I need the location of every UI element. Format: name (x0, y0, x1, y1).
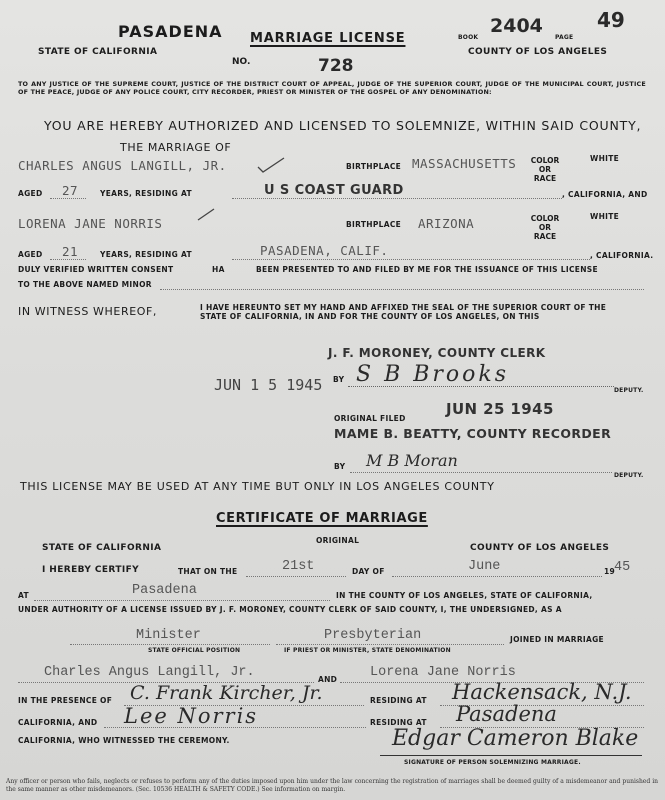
witness-text-1: I HAVE HEREUNTO SET MY HAND AND AFFIXED THE SEAL OF THE SUPERIOR COURT OF THE (200, 303, 607, 312)
joined-label: JOINED IN MARRIAGE (510, 635, 604, 644)
recorder-deputy-label: DEPUTY. (614, 472, 644, 479)
day-of-label: DAY OF (352, 567, 385, 576)
groom-state-suffix: , CALIFORNIA, AND (562, 190, 648, 199)
page-number: 49 (597, 8, 625, 32)
groom-residence: U S COAST GUARD (264, 183, 404, 198)
certificate-state: STATE OF CALIFORNIA (42, 543, 162, 553)
license-no-label: NO. (232, 57, 251, 67)
book-label: BOOK (458, 34, 479, 41)
certify-label: I HEREBY CERTIFY (42, 565, 140, 575)
original-filed-date: JUN 25 1945 (446, 400, 554, 418)
deputy-recorder-signature: M B Moran (366, 451, 458, 470)
state-label: STATE OF CALIFORNIA (38, 47, 158, 57)
consent-line-1a: DULY VERIFIED WRITTEN CONSENT (18, 265, 174, 274)
county-label: COUNTY OF LOS ANGELES (468, 47, 608, 57)
bride-color: WHITE (590, 212, 620, 221)
witness-text-2: STATE OF CALIFORNIA, IN AND FOR THE COUNTY OF LOS ANGELES, ON THIS (200, 312, 540, 321)
residing-1-label: RESIDING AT (370, 696, 427, 705)
validity-notice: THIS LICENSE MAY BE USED AT ANY TIME BUT ONLY IN LOS ANGELES COUNTY (20, 480, 495, 493)
that-on-the-label: THAT ON THE (178, 567, 238, 576)
original-filed-label: ORIGINAL FILED (334, 414, 406, 423)
county-recorder-name: MAME B. BEATTY, COUNTY RECORDER (334, 426, 612, 441)
marriage-year: 45 (614, 560, 631, 575)
marriage-month: June (468, 559, 501, 574)
bride-age: 21 (62, 244, 79, 259)
certificate-county: COUNTY OF LOS ANGELES (470, 543, 610, 553)
witness-1-signature: C. Frank Kircher, Jr. (130, 682, 323, 704)
officiant-denomination: Presbyterian (324, 628, 422, 643)
certificate-original-label: ORIGINAL (316, 536, 360, 545)
officiant-position: Minister (136, 628, 201, 643)
position-label: STATE OFFICIAL POSITION (148, 647, 241, 654)
certificate-bride-name: Lorena Jane Norris (370, 665, 516, 680)
witness-2-residence: Pasadena (456, 702, 557, 726)
marriage-day: 21st (282, 559, 315, 574)
footer-legal-notice: Any officer or person who fails, neglects or refuses to perform any of the duties imposed upon him under the law concerning the registration of marriages shall be deemed guilty of a misdemeanor and punished in the same manner as other misdemeanors. (Sec. 10536 HEALTH & SAFETY CODE.) See information on margin. (6, 778, 658, 793)
bride-color-label: COLOR OR RACE (530, 214, 560, 241)
consent-line-1b: HA (212, 265, 225, 274)
recorder-by-label: BY (334, 462, 346, 471)
book-number: 2404 (490, 15, 543, 37)
groom-residing-label: YEARS, RESIDING AT (100, 189, 192, 198)
presence-label: IN THE PRESENCE OF (18, 696, 113, 705)
preamble-text: TO ANY JUSTICE OF THE SUPREME COURT, JUSTICE OF THE DISTRICT COURT OF APPEAL, JUDGE OF THE SUPERIOR COURT, JUDGE OF THE MUNICIPAL COURT, JUSTICE OF THE PEACE, JUDGE OF ANY POLICE COURT, CITY RECORDER, PRIEST OR MINISTER OF THE GOSPEL OF ANY DENOMINATION: (18, 80, 646, 96)
groom-name: CHARLES ANGUS LANGILL, JR. (18, 158, 227, 173)
bride-aged-label: AGED (18, 250, 43, 259)
consent-line-2: TO THE ABOVE NAMED MINOR (18, 280, 152, 289)
at-label: AT (18, 591, 29, 600)
groom-birthplace-label: BIRTHPLACE (346, 162, 402, 171)
witness-lead: IN WITNESS WHEREOF, (18, 305, 158, 318)
residing-2-label: RESIDING AT (370, 718, 427, 727)
witness-1-residence: Hackensack, N.J. (452, 680, 632, 704)
check-mark-icon (196, 208, 216, 222)
officiant-signature-label: SIGNATURE OF PERSON SOLEMNIZING MARRIAGE. (404, 759, 581, 766)
authority-text: UNDER AUTHORITY OF A LICENSE ISSUED BY J. F. MORONEY, COUNTY CLERK OF SAID COUNTY, I, THE UNDERSIGNED, AS A (18, 605, 562, 614)
california-and-label: CALIFORNIA, AND (18, 718, 98, 727)
bride-residence: PASADENA, CALIF. (260, 243, 389, 258)
groom-aged-label: AGED (18, 189, 43, 198)
witness-2-signature: Lee Norris (124, 704, 259, 728)
officiant-signature: Edgar Cameron Blake (392, 726, 639, 751)
deputy-clerk-signature: S B Brooks (356, 362, 510, 387)
marriage-of-label: THE MARRIAGE OF (120, 141, 232, 154)
authorized-statement: YOU ARE HEREBY AUTHORIZED AND LICENSED TO SOLEMNIZE, WITHIN SAID COUNTY, (44, 118, 642, 133)
county-clerk-name: J. F. MORONEY, COUNTY CLERK (328, 346, 546, 360)
and-label: AND (318, 675, 338, 684)
certificate-groom-name: Charles Angus Langill, Jr. (44, 665, 255, 680)
bride-residing-label: YEARS, RESIDING AT (100, 250, 192, 259)
clerk-by-label: BY (333, 375, 345, 384)
in-county-text: IN THE COUNTY OF LOS ANGELES, STATE OF CALIFORNIA, (336, 591, 593, 600)
groom-color-label: COLOR OR RACE (530, 156, 560, 183)
consent-line-1c: BEEN PRESENTED TO AND FILED BY ME FOR THE ISSUANCE OF THIS LICENSE (256, 265, 598, 274)
check-mark-icon (256, 158, 286, 174)
marriage-place: Pasadena (132, 583, 197, 598)
bride-birthplace-label: BIRTHPLACE (346, 220, 402, 229)
license-issue-date: JUN 1 5 1945 (214, 376, 323, 394)
license-number: 728 (318, 56, 354, 76)
page-label: PAGE (555, 34, 574, 41)
document-title: MARRIAGE LICENSE (250, 31, 406, 46)
bride-birthplace: ARIZONA (418, 216, 475, 231)
city-name: PASADENA (118, 22, 223, 41)
groom-age: 27 (62, 183, 79, 198)
groom-birthplace: MASSACHUSETTS (412, 156, 517, 171)
bride-state-suffix: , CALIFORNIA. (590, 251, 654, 260)
groom-color: WHITE (590, 154, 620, 163)
bride-name: LORENA JANE NORRIS (18, 216, 163, 231)
denomination-label: IF PRIEST OR MINISTER, STATE DENOMINATION (284, 647, 451, 654)
year-prefix: 19 (604, 567, 616, 576)
clerk-deputy-label: DEPUTY. (614, 387, 644, 394)
certificate-title: CERTIFICATE OF MARRIAGE (216, 511, 428, 526)
who-witnessed-label: CALIFORNIA, WHO WITNESSED THE CEREMONY. (18, 736, 230, 745)
